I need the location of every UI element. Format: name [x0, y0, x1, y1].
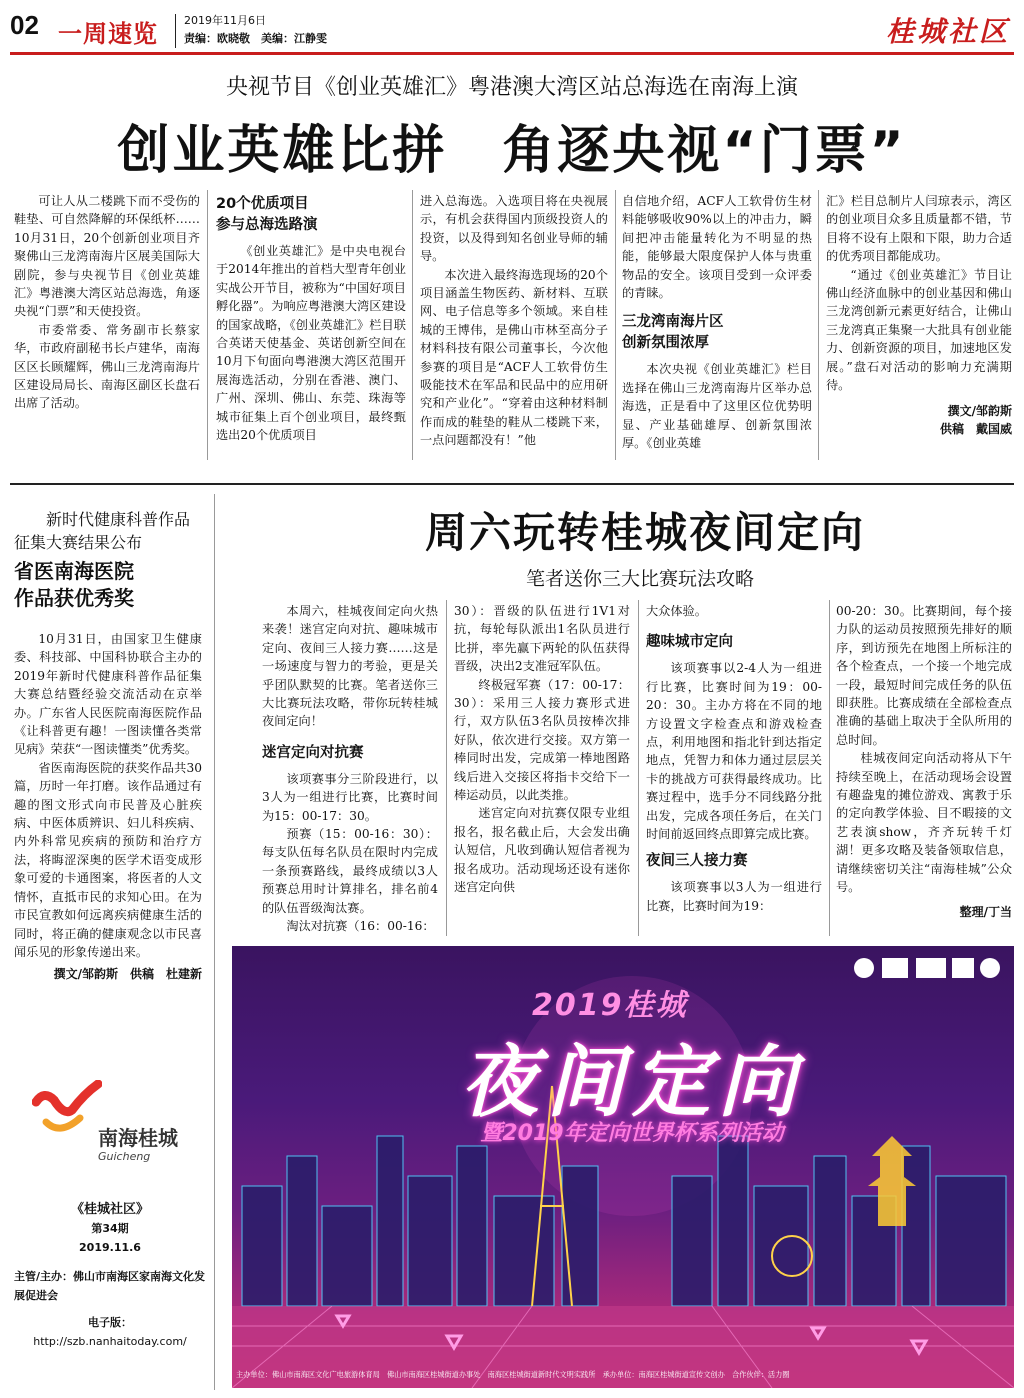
poster-year-brand: 2019桂城: [532, 988, 688, 1023]
section-rule: [10, 483, 1014, 485]
column-divider: [638, 600, 639, 936]
paragraph: 30）：晋级的队伍进行1V1对抗，每轮每队派出1名队员进行比拼，率先赢下两轮的队伍获得晋级，决出2支准冠军队伍。: [454, 604, 630, 674]
paragraph: 淘汰对抗赛（16：00-16：: [286, 919, 435, 934]
sidebar-lead: 新时代健康科普作品征集大赛结果公布: [14, 510, 191, 552]
paper-brand: 桂城社区: [885, 15, 1010, 48]
paragraph: 该项赛事以3人为一组进行比赛，比赛时间为19：: [646, 880, 822, 913]
article2-subhead: 笔者送你三大比赛玩法攻略: [525, 568, 754, 590]
sidebar-byline: 撰文/邹韵斯 供稿 杜建新: [53, 967, 202, 982]
paragraph: 该项赛事分三阶段进行，以3人为一组进行比赛，比赛时间为15：00-17：30。: [262, 771, 438, 823]
article2-column-3: [646, 602, 822, 915]
article1-source: 供稿 戴国威: [939, 422, 1012, 437]
paragraph: 大众体验。: [646, 604, 707, 618]
column-divider: [446, 600, 447, 936]
page-number: 02: [10, 10, 39, 40]
paragraph: 00-20：30。比赛期间，每个接力队的运动员按照预先排好的顺序，到访预先在地图上所标注的各个检查点，一个接一个地完成一段，最短时间完成任务的队伍即获胜。比赛成绩在全部检查点准确的基础上取决于全队所用的总时间。: [836, 604, 1012, 747]
paragraph: 桂城夜间定向活动将从下午持续至晚上，在活动现场会设置有趣盎鬼的摊位游戏、寓教于乐的定向教学体验、目不暇接的文艺表演show，齐齐玩转千灯湖！更多攻略及装备领取信息，请继续密切关注“南海桂城”公众号。: [836, 751, 1012, 895]
paper-issue: 第34期: [91, 1222, 129, 1235]
article2-column-2: [454, 602, 630, 897]
logo-mark-icon: [32, 1080, 102, 1140]
column-divider: [207, 190, 208, 460]
column-divider: [412, 190, 413, 460]
article2-column-4: [836, 602, 1012, 921]
article2-column-1: [262, 602, 438, 936]
article1-subhead-2: 三龙湾南海片区 创新氛围浓厚: [622, 314, 724, 352]
paragraph: 终极冠军赛（17：00-17：30）：采用三人接力赛形式进行，双方队伍3名队员按棒次排好队，依次进行交接。双方第一棒同时出发，完成第一棒地图路线后进入交接区将指卡交给下一棒运动员，以此类推。: [454, 677, 630, 803]
paragraph: 省医南海医院的获奖作品共30篇，历时一年打磨。该作品通过有趣的图文形式向市民普及心脏疾病、中医体质辨识、妇儿科疾病、内外科常见疾病的预防和治疗方法，将晦涩深奥的医学术语变成形象可爱的卡通图案，将医者的人文情怀，直抵市民的求知心田。在为市民宣教如何远离疾病健康生活的同时，将正确的健康观念以市民喜闻乐见的形象传递出来。: [14, 760, 202, 959]
article1-column-4: [622, 192, 812, 452]
article1-column-1: [14, 192, 200, 413]
paper-info: [14, 1200, 206, 1351]
nanhai-guicheng-logo: [18, 1056, 204, 1196]
column-divider: [615, 190, 616, 460]
paragraph: 可让人从二楼跳下而不受伤的鞋垫、可自然降解的环保纸杯……10月31日，20个创新创业项目齐聚佛山三龙湾南海片区展美国际大剧院，参与央视节目《创业英雄汇》粤港澳大湾区站总海选，角逐央视“门票”和天使投资。: [14, 194, 200, 319]
column-divider: [818, 190, 819, 460]
paragraph: 迷宫定向对抗赛仅限专业组报名，报名截止后，大会发出确认短信，凡收到确认短信者视为报名成功。活动现场还设有迷你迷宫定向供: [454, 806, 630, 895]
article1-subhead-1: 20个优质项目 参与总海选路演: [216, 196, 318, 233]
logo-pinyin: Guicheng: [98, 1150, 151, 1163]
paper-publisher: 主管/主办：佛山市南海区家南海文化发展促进会: [14, 1270, 206, 1302]
poster-title: 夜间定向: [459, 1038, 804, 1128]
masthead-rule: [10, 52, 1014, 55]
edition-label: 电子版：: [88, 1316, 132, 1329]
paper-title: 《桂城社区》: [70, 1202, 149, 1217]
sidebar: [14, 508, 202, 983]
issue-date: 2019年11月6日: [184, 14, 266, 27]
article1-headline: 创业英雄比拼 角逐央视“门票”: [117, 121, 907, 181]
article2-subhead-3: 夜间三人接力赛: [646, 853, 748, 870]
paragraph: 本次进入最终海选现场的20个项目涵盖生物医药、新材料、互联网、电子信息等多个领域。来自桂城的王博伟，是佛山市林至高分子材料科技有限公司董事长，今次他参赛的项目是“ACF人工软骨仿生吸能技术在军品和民品中的应用研究和产业化”。“穿着由这种材料制作而成的鞋垫的鞋从二楼跳下来，一点问题都没有！”他: [420, 267, 608, 448]
article1-column-2: [216, 192, 406, 444]
editors: 责编：欧晓敬 美编：江静雯: [184, 32, 327, 45]
section-title: 一周速览: [58, 20, 158, 48]
poster-footer: 主办单位：佛山市南海区文化广电旅游体育局 佛山市南海区桂城街道办事处 南海区桂城街道新时代文明实践所 承办单位：南海区桂城街道宣传文创办 合作伙伴：活力圈: [236, 1370, 790, 1379]
article1-column-5: [826, 192, 1012, 438]
poster-subtitle: 暨2019年定向世界杯系列活动: [480, 1121, 784, 1146]
article2-headline: 周六玩转桂城夜间定向: [424, 508, 865, 557]
paragraph: 市委常委、常务副市长蔡家华，市政府副秘书长卢建华，南海区区长顾耀辉，佛山三龙湾南海片区建设局局长、南海区副区长盘石出席了活动。: [14, 322, 200, 411]
sidebar-body: [14, 630, 202, 961]
paragraph: 自信地介绍，ACF人工软骨仿生材料能够吸收90%以上的冲击力，瞬间把冲击能量转化为不明显的热能，能够最大限度保护人体与贵重物品的安全。该项目受到一众评委的青睐。: [622, 194, 812, 301]
article2-byline: 整理/丁当: [959, 904, 1012, 919]
column-divider: [829, 600, 830, 936]
paper-date: 2019.11.6: [79, 1241, 141, 1254]
column-divider: [214, 494, 215, 1390]
paragraph: 《创业英雄汇》是中央电视台于2014年推出的首档大型青年创业实战公开节目，被称为“中国好项目孵化器”。为响应粤港澳大湾区建设的国家战略，《创业英雄汇》栏目联合英诺天使基金、英诺创新空间在10月下旬面向粤港澳大湾区范围开展海选活动，分别在香港、澳门、广州、深圳、佛山、东莞、珠海等城市征集上百个创业项目，最终甄选出20个优质项目: [216, 244, 406, 443]
logo-name: 南海桂城: [98, 1126, 178, 1150]
article1-byline: 撰文/邹韵斯: [947, 404, 1012, 419]
paragraph: 该项赛事以2-4人为一组进行比赛，比赛时间为19：00-20：30。主办方将在不同的地方设置文字检查点和游戏检查点，利用地图和指北针到达指定地点，凭智力和体力通过层层关卡的挑战方可获得最终成功。比赛过程中，选手分不同线路分批出发，完成各项任务后，在关门时间前返回终点即算完成比赛。: [646, 661, 822, 842]
paragraph: 10月31日，由国家卫生健康委、科技部、中国科协联合主办的2019年新时代健康科普作品征集大赛总结暨经验交流活动在京举办。广东省人民医院南海医院作品《让科普更有趣！一图读懂各类常见病》荣获“一图读懂类”优秀奖。: [14, 632, 202, 757]
paragraph: 本次央视《创业英雄汇》栏目选择在佛山三龙湾南海片区举办总海选，正是看中了这里区位优势明显、产业基础雄厚、创新氛围浓厚。《创业英雄: [622, 362, 812, 451]
paragraph: 汇》栏目总制片人闫琼表示，湾区的创业项目众多且质量都不错，节目将不设有上限和下限，助力合适的优秀项目都能成功。: [826, 194, 1012, 264]
article1-kicker: 央视节目《创业英雄汇》粤港澳大湾区站总海选在南海上演: [225, 75, 798, 100]
paragraph: 预赛（15：00-16：30）：每支队伍每名队员在限时内完成一条预赛路线，最终成绩以3人预赛总用时计算排名，排名前4的队伍晋级淘汰赛。: [262, 827, 438, 915]
event-poster: [232, 946, 1014, 1388]
article2-subhead-2: 趣味城市定向: [646, 634, 733, 651]
divider: [175, 14, 176, 48]
sidebar-title: 省医南海医院 作品获优秀奖: [14, 559, 134, 610]
edition-url[interactable]: http://szb.nanhaitoday.com/: [33, 1335, 187, 1348]
paragraph: 本周六，桂城夜间定向火热来袭！迷宫定向对抗、趣味城市定向、夜间三人接力赛……这是一场速度与智力的考验，更是关乎团队默契的比赛。笔者送你三大比赛玩法攻略，带你玩转桂城夜间定向！: [262, 604, 438, 729]
article1-column-3: [420, 192, 608, 450]
paragraph: “通过《创业英雄汇》节目让佛山经济血脉中的创业基因和佛山三龙湾创新元素更好结合，让佛山三龙湾真正集聚一大批具有创业能力、创新资源的项目，加速地区发展。”盘石对活动的影响力充满期待。: [826, 267, 1012, 393]
article2-subhead-1: 迷宫定向对抗赛: [262, 744, 364, 761]
paragraph: 进入总海选。入选项目将在央视展示，有机会获得国内顶级投资人的投资，以及得到知名创业导师的辅导。: [420, 194, 608, 264]
